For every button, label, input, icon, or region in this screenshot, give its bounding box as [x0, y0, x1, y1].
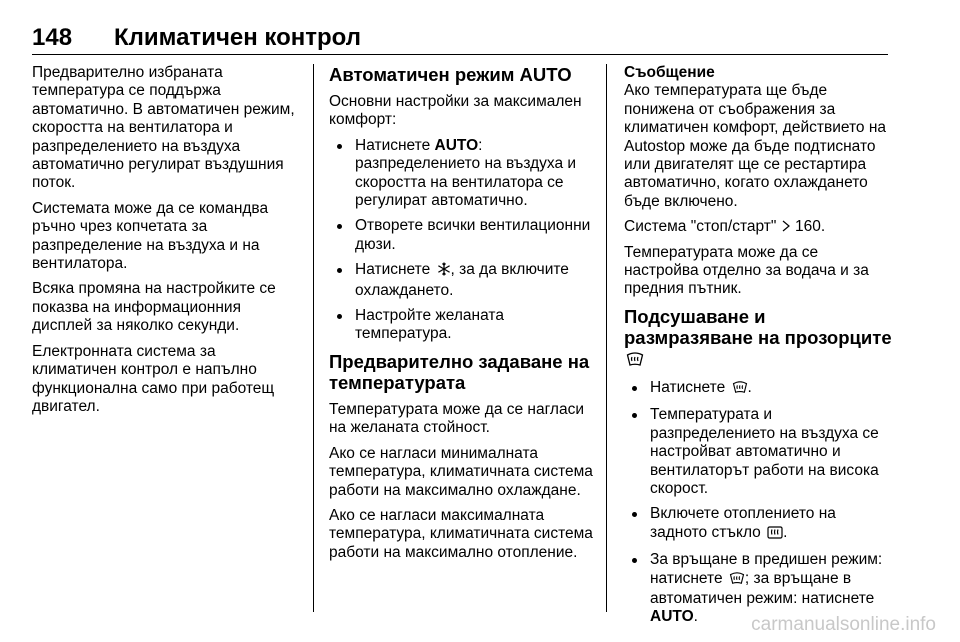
bullet [632, 386, 637, 391]
list-item: Натиснете , за да включите охлаждането. [329, 261, 597, 300]
notice-title: Съобщение [624, 64, 715, 81]
windscreen-defrost-icon [732, 381, 748, 399]
section-heading-auto: Автоматичен режим AUTO [329, 64, 572, 85]
snowflake-icon [437, 262, 451, 281]
list-item: Натиснете AUTO: разпределението на въздуха и скоростта на вентилатора се регулират автоматично. [329, 137, 597, 211]
section-heading-defrost: Подсушаване и размразяване на прозорците [624, 306, 894, 371]
windscreen-defrost-icon [729, 572, 745, 590]
rear-window-heat-icon [767, 526, 783, 544]
paragraph: Електронната система за климатичен контрол е напълно функционална само при работещ двигател. [32, 342, 275, 415]
bullet [337, 314, 342, 319]
paragraph: Температурата може да се нагласи на желаната стойност. [329, 400, 585, 437]
paragraph: Температурата може да се настройва отделно за водача и за предния пътник. [624, 243, 869, 298]
bullet [632, 512, 637, 517]
auto-steps-list [329, 137, 597, 344]
column-divider [313, 64, 314, 612]
windscreen-defrost-icon [626, 350, 644, 371]
list-item: Настройте желаната температура. [329, 307, 597, 344]
bullet [632, 558, 637, 563]
page-number: 148 [32, 24, 73, 51]
paragraph: Основни настройки за максимален комфорт: [329, 93, 582, 129]
header-rule [32, 54, 888, 55]
list-item: Температурата и разпределението на въздуха се настройват автоматично и вентилаторът работи на висока скорост. [624, 406, 894, 498]
column-middle [329, 64, 597, 569]
list-item: Натиснете . [624, 379, 894, 399]
page-header [32, 24, 888, 52]
paragraph: Предварително избраната температура се поддържа автоматично. В автоматичен режим, скоростта на вентилатора и разпределението на въздуха автоматично регулират въздушния поток. [32, 64, 295, 192]
notice-text: Ако температурата ще бъде понижена от съображения за климатичен комфорт, действието на Autostop може да бъде подтиснато или двигателят ще се рестартира автоматично, когато охлаждането бъде включено. [624, 82, 886, 210]
list-item: Отворете всички вентилационни дюзи. [329, 217, 597, 254]
column-right [624, 64, 894, 634]
notice-reference: Система "стоп/старт" 160. [624, 218, 826, 236]
list-item: За връщане в предишен режим: натиснете ; за връщане в автоматичен режим: натиснете AUTO. [624, 551, 894, 627]
page-title: Климатичен контрол [114, 24, 361, 51]
watermark: carmanualsonline.info [751, 614, 936, 635]
paragraph: Ако се нагласи максималната температура, климатичната система работи на максимално отопление. [329, 506, 593, 561]
section-heading-preset: Предварително задаване на температурата [329, 350, 590, 393]
bullet [632, 413, 637, 418]
list-item: Включете отоплението на задното стъкло . [624, 505, 894, 544]
bullet [337, 268, 342, 273]
bullet [337, 224, 342, 229]
column-divider [606, 64, 607, 612]
notice-box [624, 64, 894, 237]
bullet [337, 144, 342, 149]
paragraph: Системата може да се командва ръчно чрез копчетата за разпределение на въздуха и на вентилатора. [32, 199, 269, 273]
defrost-steps-list [624, 379, 894, 627]
column-left [32, 64, 300, 423]
paragraph: Ако се нагласи минималната температура, климатичната система работи на максимално охлаждане. [329, 444, 593, 499]
page-reference-arrow-icon [781, 219, 791, 231]
paragraph: Всяка промяна на настройките се показва на информационния дисплей за няколко секунди. [32, 280, 276, 335]
